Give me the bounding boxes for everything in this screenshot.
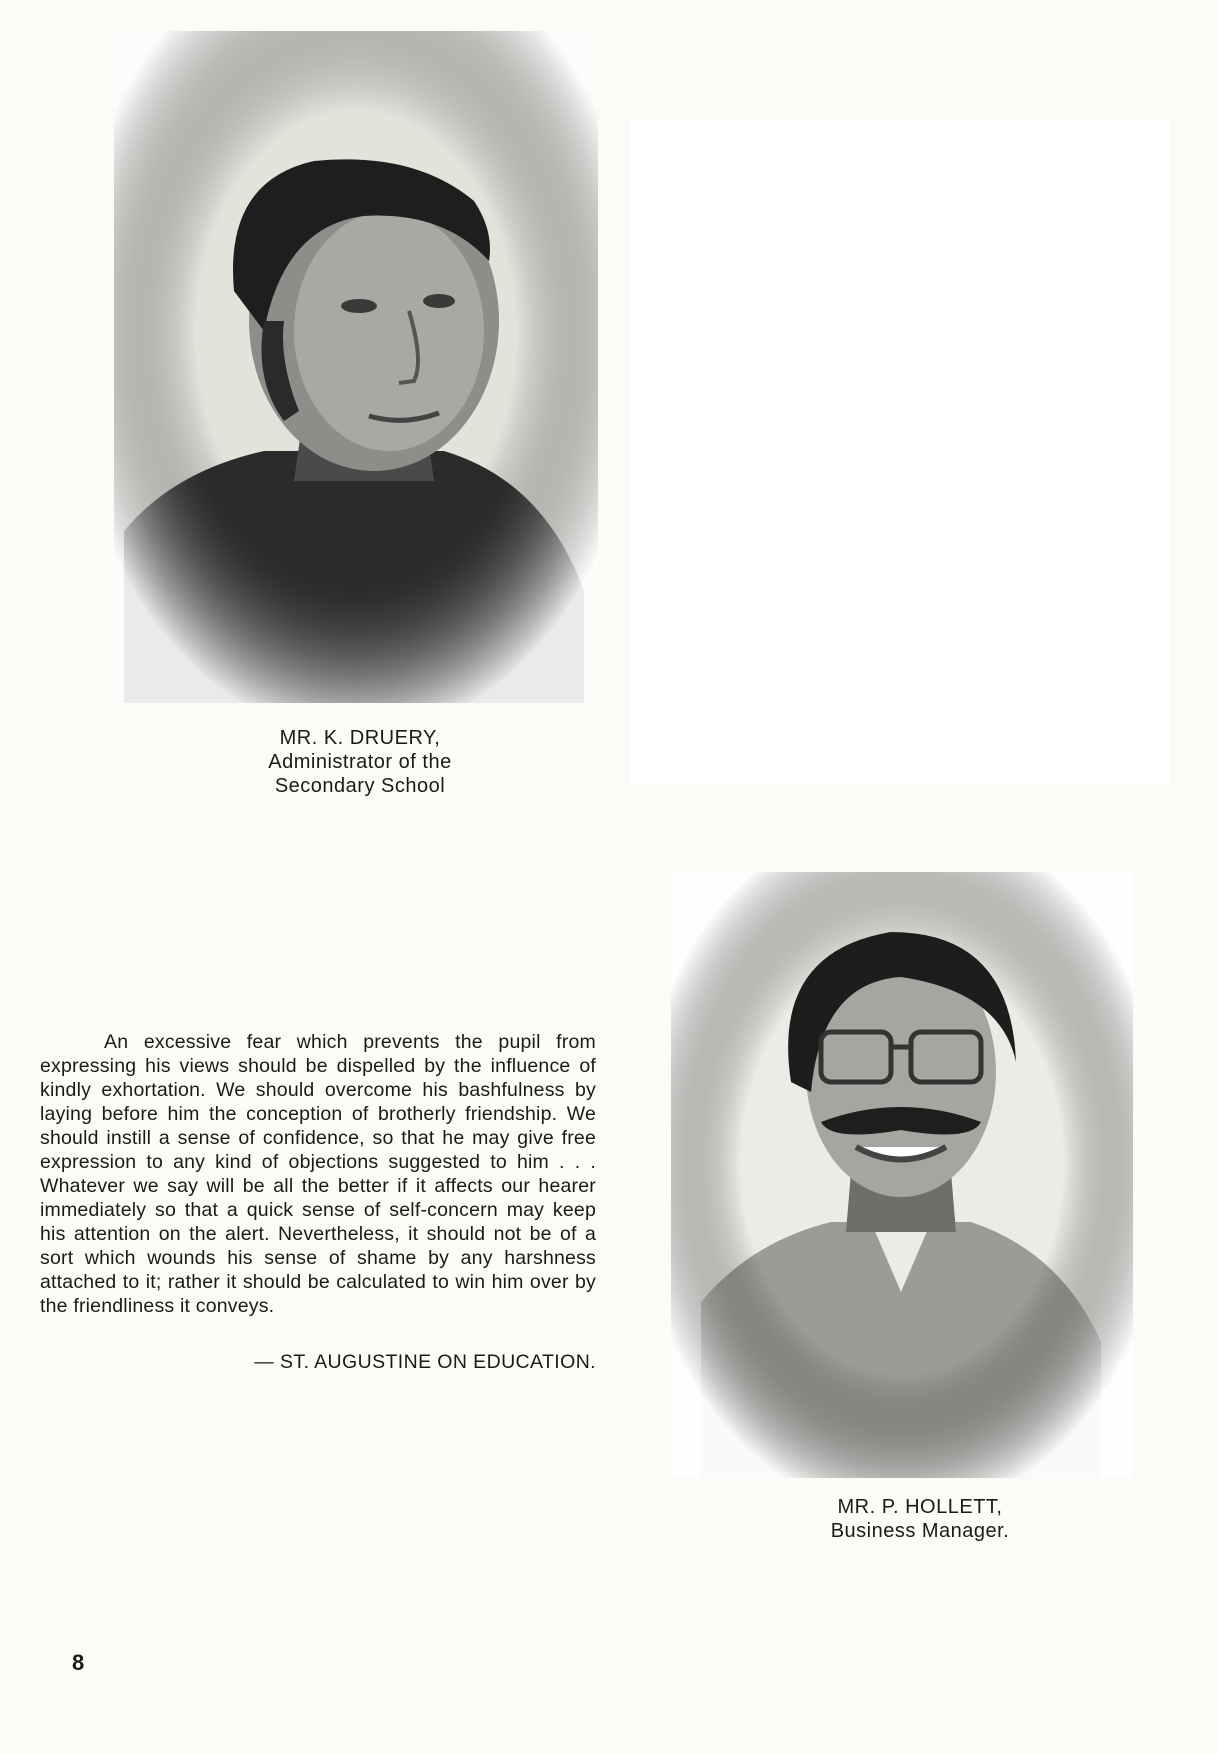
caption-druery-line: Administrator of the bbox=[268, 751, 452, 773]
quote-block bbox=[40, 1030, 596, 1318]
caption-hollett-line: Business Manager. bbox=[830, 1520, 1010, 1542]
caption-druery bbox=[200, 726, 520, 798]
caption-druery-line: MR. K. DRUERY, bbox=[279, 727, 441, 749]
quote-text: An excessive fear which prevents the pupil from expressing his views should be dispelled by the influence of kindly exhortation. We should overcome his bashfulness by laying before him the conception of brotherly friendship. We should instill a sense of confidence, so that he may give free expression to any kind of objections suggested to him . . . Whatever we say will be all the better if it affects our hearer immediately so that a quick sense of self-concern may keep his attention on the alert. Nevertheless, it should not be of a sort which wounds his sense of shame by any harshness attached to it; rather it should be calculated to win him over by the friendliness it conveys. bbox=[40, 1031, 596, 1317]
portrait-hollett bbox=[671, 872, 1133, 1478]
portrait-druery bbox=[114, 31, 598, 703]
caption-druery-line: Secondary School bbox=[274, 775, 446, 797]
caption-hollett bbox=[770, 1495, 1070, 1543]
caption-hollett-line: MR. P. HOLLETT, bbox=[837, 1496, 1003, 1518]
blank-panel bbox=[630, 120, 1170, 785]
quote-attribution: — ST. AUGUSTINE ON EDUCATION. bbox=[254, 1351, 596, 1373]
page-number: 8 bbox=[72, 1650, 85, 1675]
